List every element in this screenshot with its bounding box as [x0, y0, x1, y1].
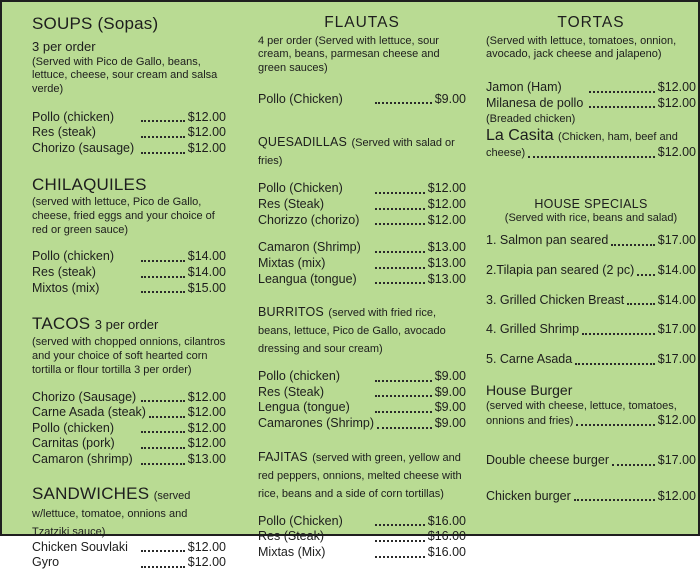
- item-list: [486, 233, 696, 367]
- item-price: $16.00: [427, 544, 466, 559]
- section-title: QUESADILLAS: [258, 135, 348, 150]
- item-price: $12.00: [187, 420, 226, 435]
- column-middle: [258, 2, 466, 561]
- item-price: $14.00: [187, 265, 226, 280]
- menu-item: [32, 540, 226, 556]
- dots-leader: [141, 463, 185, 465]
- dots-leader: [141, 136, 185, 138]
- section-burritos: [258, 303, 466, 432]
- dots-leader: [576, 424, 654, 426]
- menu-item: [486, 80, 696, 96]
- section-note: (served with lettuce, Pico de Gallo, cheese, fried eggs and your choice of red or green sauce): [32, 196, 215, 236]
- item-name: Mixtos (mix): [32, 280, 100, 295]
- item-list: [32, 110, 226, 157]
- section-house-specials: [486, 197, 696, 368]
- dots-leader: [141, 400, 185, 402]
- item-price: $12.00: [187, 125, 226, 140]
- menu-item: [32, 281, 226, 297]
- dots-leader: [375, 556, 425, 558]
- section-heading: [258, 303, 466, 357]
- section-heading: [258, 133, 466, 169]
- dots-leader: [375, 102, 432, 104]
- item-price: $13.00: [427, 255, 466, 270]
- item-name: Mixtas (Mix): [258, 544, 326, 559]
- item-name: Chorizo (Sausage): [32, 389, 137, 404]
- dots-leader: [375, 540, 425, 542]
- item-name: Pollo (chicken): [32, 109, 114, 124]
- section-subtitle: 3 per order: [94, 317, 159, 333]
- item-name: Chorizo (sausage): [32, 141, 135, 156]
- dots-leader: [149, 416, 185, 418]
- item-price: $16.00: [427, 529, 466, 544]
- dots-leader: [575, 363, 655, 365]
- section-tacos: [32, 314, 226, 467]
- menu-item: [258, 256, 466, 272]
- item-name: Pollo (Chicken): [258, 513, 343, 528]
- menu-item: [32, 405, 226, 421]
- item-name: Camaron (Shrimp): [258, 240, 361, 255]
- menu-item: [258, 529, 466, 545]
- section-note: (served w/lettuce, tomatoe, onnions and Tzatziki sauce): [32, 489, 191, 538]
- item-price: $17.00: [657, 351, 696, 366]
- item-price: $12.00: [187, 389, 226, 404]
- section-title: BURRITOS: [258, 305, 324, 320]
- dots-leader: [375, 192, 425, 194]
- section-quesadillas: [258, 133, 466, 287]
- dots-leader: [375, 380, 432, 382]
- item-name: 1. Salmon pan seared: [486, 233, 609, 248]
- menu-item: [486, 96, 696, 112]
- menu-item: [258, 545, 466, 561]
- menu-item: [32, 421, 226, 437]
- item-list: [32, 540, 226, 571]
- item-price: $12.00: [187, 141, 226, 156]
- item-list: [258, 514, 466, 561]
- item-price: $15.00: [187, 280, 226, 295]
- section-title: TACOS: [32, 314, 91, 334]
- menu-item: [258, 272, 466, 288]
- item-price: $14.00: [657, 292, 696, 307]
- section-note: (served with green, yellow and red peppers, onnions, melted cheese with rice, beans and a side of corn tortillas): [258, 451, 462, 500]
- item-subnote: (Breaded chicken): [486, 113, 576, 126]
- dots-leader: [141, 447, 185, 449]
- item-price: $12.00: [427, 181, 466, 196]
- dots-leader: [375, 223, 425, 225]
- dots-leader: [589, 91, 655, 93]
- section-note: (served with chopped onnions, cilantros and your choice of soft hearted corn tortilla or flour tortilla 3 per order): [32, 336, 226, 376]
- item-name: Leangua (tongue): [258, 271, 357, 286]
- item-price: $12.00: [657, 488, 696, 503]
- item-name: Res (Steak): [258, 384, 324, 399]
- item-name: 2.Tilapia pan seared (2 pc): [486, 263, 635, 278]
- menu-item: [486, 352, 696, 368]
- spacer: [258, 228, 466, 240]
- menu-item: [32, 125, 226, 141]
- item-name: Res (steak): [32, 125, 96, 140]
- item-name: Pollo (chicken): [32, 420, 114, 435]
- item-description: (served with cheese, lettuce, tomatoes,: [486, 399, 677, 412]
- item-name: Jamon (Ham): [486, 80, 562, 95]
- item-name: La Casita: [486, 127, 554, 145]
- menu-item: [258, 514, 466, 530]
- dots-leader: [627, 303, 655, 305]
- section-flautas: [258, 14, 466, 107]
- item-name: Pollo (chicken): [258, 369, 340, 384]
- menu-item: [258, 369, 466, 385]
- dots-leader: [141, 152, 185, 154]
- section-note: (Served with Pico de Gallo, beans, lettuce, cheese, sour cream and salsa verde): [32, 55, 218, 96]
- item-price: $13.00: [427, 271, 466, 286]
- item-price: $12.00: [657, 413, 696, 428]
- menu-item: [32, 390, 226, 406]
- item-name: Pollo (chicken): [32, 249, 114, 264]
- item-price: $9.00: [434, 400, 466, 415]
- item-name: Double cheese burger: [486, 452, 609, 467]
- item-price: $12.00: [187, 539, 226, 554]
- section-burgers: [486, 382, 696, 505]
- item-price-line: [486, 145, 696, 161]
- dots-leader: [375, 267, 425, 269]
- item-name: Camarones (Shrimp): [258, 416, 375, 431]
- menu-item: [486, 322, 696, 338]
- item-price: $12.00: [187, 436, 226, 451]
- section-title: HOUSE SPECIALS: [534, 196, 648, 211]
- section-chilaquiles: [32, 175, 226, 297]
- section-subtitle: 3 per order: [32, 38, 96, 54]
- dots-leader: [637, 274, 655, 276]
- section-sandwiches: [32, 484, 226, 571]
- item-name: Mixtas (mix): [258, 255, 326, 270]
- item-name: Gyro: [32, 555, 60, 570]
- menu-item: [32, 265, 226, 281]
- item-name: Chicken Souvlaki: [32, 539, 128, 554]
- item-price: $9.00: [434, 416, 466, 431]
- menu-item: [32, 436, 226, 452]
- dots-leader: [611, 244, 654, 246]
- item-price: $9.00: [434, 384, 466, 399]
- dots-leader: [582, 333, 655, 335]
- section-title: TORTAS: [557, 14, 625, 31]
- dots-leader: [375, 395, 432, 397]
- section-note: 4 per order (Served with lettuce, sour cream, beans, parmesan cheese and green sauces): [258, 34, 440, 75]
- item-name: Res (Steak): [258, 197, 324, 212]
- item-name: Chicken burger: [486, 488, 571, 503]
- menu-item: [486, 453, 696, 469]
- column-left: [32, 2, 226, 571]
- section-fajitas: [258, 448, 466, 561]
- item-price: $17.00: [657, 322, 696, 337]
- item-name: Pollo (Chicken): [258, 91, 343, 106]
- dots-leader: [375, 282, 425, 284]
- dots-leader: [589, 106, 655, 108]
- item-price: $12.00: [657, 95, 696, 110]
- menu-item: [32, 110, 226, 126]
- menu-item: [258, 181, 466, 197]
- section-note: (Served with lettuce, tomatoes, onnion, avocado, jack cheese and jalapeno): [486, 34, 677, 61]
- section-note: (Served with rice, beans and salad): [504, 211, 678, 224]
- item-price: $13.00: [187, 452, 226, 467]
- item-price: $17.00: [657, 452, 696, 467]
- item-price: $9.00: [434, 369, 466, 384]
- dots-leader: [141, 260, 185, 262]
- menu-item: [258, 92, 466, 108]
- section-title: FAJITAS: [258, 449, 308, 464]
- item-price: $14.00: [657, 263, 696, 278]
- item-name: Carnitas (pork): [32, 436, 115, 451]
- item-price: $9.00: [434, 91, 466, 106]
- dots-leader: [141, 431, 185, 433]
- menu-item: [32, 249, 226, 265]
- menu-item-la-casita: [486, 127, 696, 161]
- menu-item: [32, 141, 226, 157]
- item-list: [258, 92, 466, 108]
- menu-item: [258, 197, 466, 213]
- item-list: [32, 390, 226, 468]
- item-list: [486, 80, 696, 161]
- dots-leader: [141, 566, 185, 568]
- item-list: [258, 369, 466, 432]
- menu-item: [258, 213, 466, 229]
- item-price: $12.00: [187, 109, 226, 124]
- item-price: $12.00: [187, 405, 226, 420]
- section-title: SOUPS (Sopas): [32, 14, 159, 33]
- item-name: 5. Carne Asada: [486, 351, 573, 366]
- menu-item: [486, 233, 696, 249]
- section-heading: [32, 484, 226, 540]
- section-title: CHILAQUILES: [32, 174, 147, 194]
- item-name: Lengua (tongue): [258, 400, 350, 415]
- item-name: Milanesa de pollo: [486, 95, 584, 110]
- menu-item: [486, 263, 696, 279]
- menu-item: [258, 416, 466, 432]
- section-title: SANDWICHES: [32, 483, 150, 503]
- item-name: House Burger: [486, 381, 573, 398]
- dots-leader: [375, 524, 425, 526]
- section-note: (Served with salad or fries): [258, 137, 455, 168]
- item-name: 3. Grilled Chicken Breast: [486, 292, 625, 307]
- menu-item: [258, 400, 466, 416]
- item-description: (Chicken, ham, beef and: [558, 131, 678, 144]
- item-name: Chorizzo (chorizo): [258, 212, 360, 227]
- dots-leader: [141, 550, 185, 552]
- menu-item: [32, 452, 226, 468]
- section-soups: [32, 14, 226, 157]
- item-name: Pollo (Chicken): [258, 181, 343, 196]
- item-price-line: [486, 413, 696, 429]
- dots-leader: [141, 120, 185, 122]
- dots-leader: [375, 208, 425, 210]
- item-price: $14.00: [187, 249, 226, 264]
- item-price: $12.00: [427, 212, 466, 227]
- section-title: FLAUTAS: [324, 14, 400, 31]
- item-price: $16.00: [427, 513, 466, 528]
- item-name-line: [486, 127, 696, 145]
- item-description-cont: onnions and fries): [486, 415, 574, 428]
- item-price: $12.00: [427, 197, 466, 212]
- menu-item: [258, 240, 466, 256]
- menu-item-house-burger: [486, 382, 696, 429]
- dots-leader: [141, 291, 185, 293]
- menu-item: [32, 555, 226, 571]
- item-list: [258, 181, 466, 287]
- item-price: $12.00: [187, 555, 226, 570]
- menu-item: [486, 489, 696, 505]
- dots-leader: [375, 251, 425, 253]
- dots-leader: [574, 499, 655, 501]
- dots-leader: [375, 411, 432, 413]
- dots-leader: [612, 464, 655, 466]
- item-description-cont: cheese): [486, 146, 526, 159]
- item-price: $13.00: [427, 240, 466, 255]
- item-name: 4. Grilled Shrimp: [486, 322, 580, 337]
- item-price: $17.00: [657, 233, 696, 248]
- item-price: $12.00: [657, 145, 696, 160]
- column-right: [486, 2, 696, 504]
- item-list: [32, 249, 226, 296]
- menu-item: [486, 293, 696, 309]
- section-heading: [32, 314, 226, 334]
- dots-leader: [141, 276, 185, 278]
- dots-leader: [377, 427, 432, 429]
- item-name: Res (steak): [32, 265, 96, 280]
- section-heading: [258, 448, 466, 502]
- item-name: Carne Asada (steak): [32, 405, 146, 420]
- section-note: (served with fried rice, beans, lettuce, Pico de Gallo, avocado dressing and sour cream): [258, 307, 446, 356]
- menu-item: [258, 385, 466, 401]
- item-name: Res (Steak): [258, 529, 324, 544]
- section-tortas: [486, 14, 696, 161]
- item-name: Camaron (shrimp): [32, 452, 133, 467]
- item-price: $12.00: [657, 80, 696, 95]
- dots-leader: [528, 156, 655, 158]
